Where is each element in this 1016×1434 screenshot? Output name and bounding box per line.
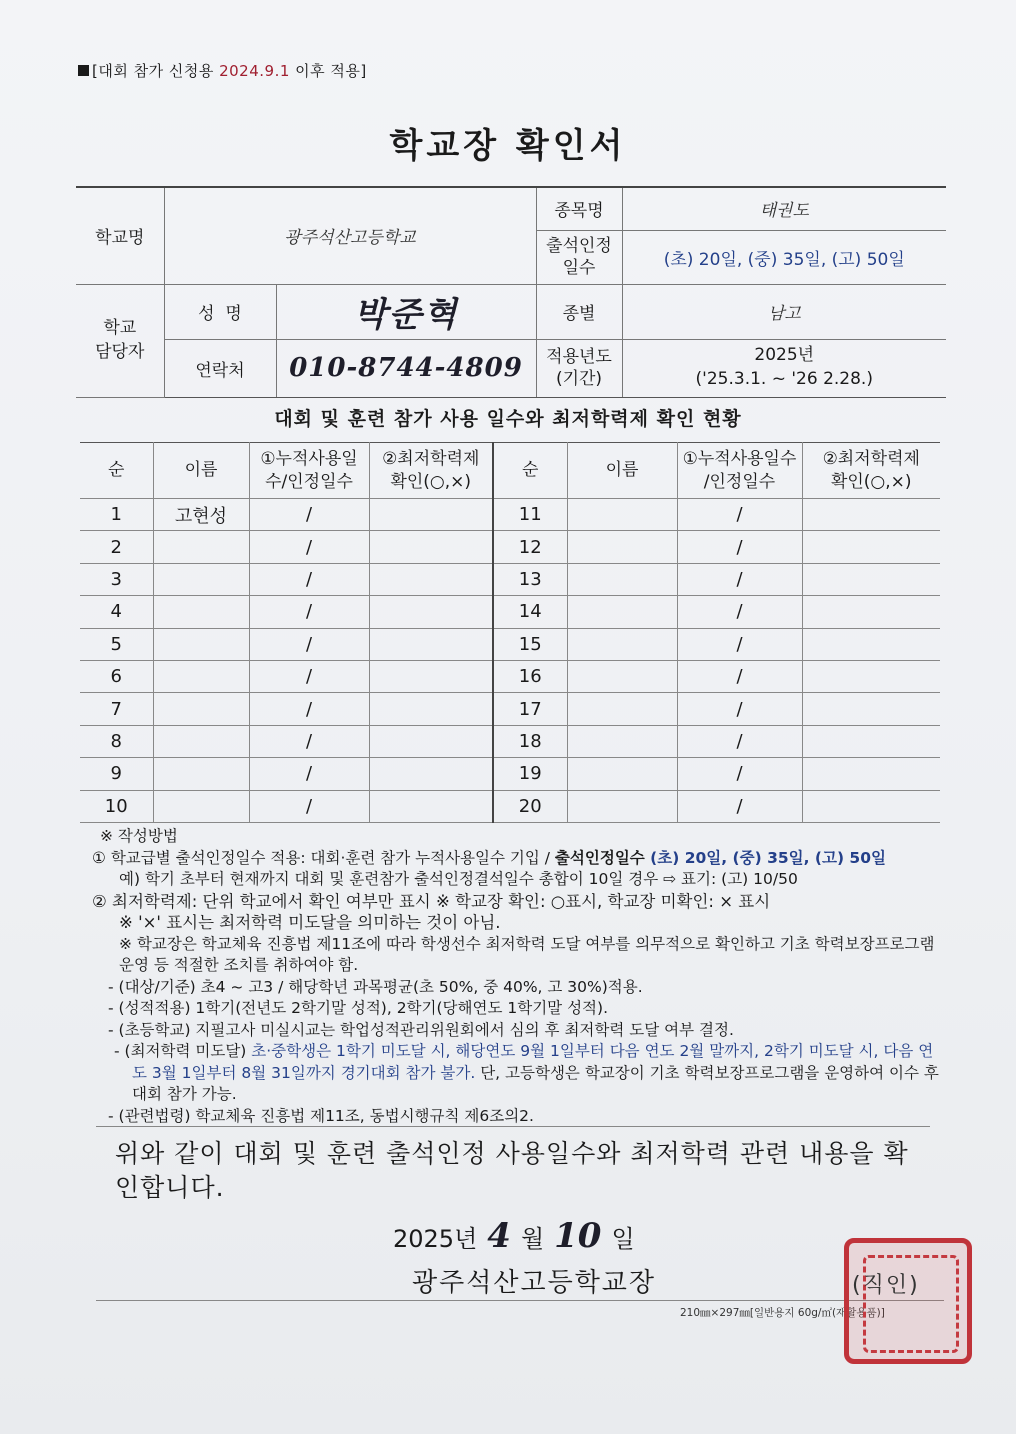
row-check-right [802, 628, 940, 660]
row-check-right [802, 660, 940, 692]
note-2-law: ※ 학교장은 학교체육 진흥법 제11조에 따라 학생선수 최저학력 도달 여부를 의무적으로 확인하고 기초 학력보장프로그램 운영 등 적절한 조치를 취하여야 함. [119, 934, 935, 974]
row-name-right [567, 596, 677, 628]
roster-title: 대회 및 훈련 참가 사용 일수와 최저학력제 확인 현황 [274, 408, 742, 430]
period-value: ('25.3.1. ~ '26 2.28.) [695, 369, 873, 389]
row-check [369, 693, 493, 725]
row-check-right [802, 499, 940, 531]
contact-value: 010-8744-4809 [276, 339, 536, 397]
detail-2: - (성적적용) 1학기(전년도 2학기말 성적), 2학기(당해연도 1학기말 성적). [108, 999, 608, 1017]
row-name-right [567, 725, 677, 757]
row-days: / [249, 660, 369, 692]
row-no: 9 [80, 758, 153, 790]
row-check [369, 563, 493, 595]
attendance-label: 출석인정 일수 [536, 230, 622, 284]
school-value: 광주석산고등학교 [164, 187, 536, 284]
row-days: / [249, 758, 369, 790]
attendance-value: (초) 20일, (중) 35일, (고) 50일 [622, 230, 946, 284]
paper-spec: 210㎜×297㎜[일반용지 60g/㎡(재활용품)] [680, 1307, 885, 1319]
table-row [80, 563, 940, 595]
row-name-right [567, 499, 677, 531]
row-days-right: / [677, 693, 802, 725]
row-name [153, 790, 249, 822]
table-row [80, 596, 940, 628]
official-seal-stamp [844, 1238, 972, 1364]
row-name [153, 725, 249, 757]
row-check-right [802, 758, 940, 790]
col-header-days-right: ①누적사용일수 /인정일수 [677, 443, 802, 499]
row-name [153, 693, 249, 725]
effective-date: 2024.9.1 [219, 62, 290, 80]
row-check [369, 628, 493, 660]
row-days: / [249, 499, 369, 531]
row-no-right: 11 [493, 499, 567, 531]
seal-label: (직인) [852, 1273, 920, 1298]
row-days-right: / [677, 499, 802, 531]
divider [96, 1126, 930, 1127]
info-table [76, 186, 946, 398]
writing-instructions [92, 826, 942, 1127]
row-no-right: 13 [493, 563, 567, 595]
square-bullet-icon [78, 65, 89, 76]
row-days: / [249, 693, 369, 725]
row-name-right [567, 628, 677, 660]
year-label: 적용년도 (기간) [536, 339, 622, 397]
row-name-right [567, 790, 677, 822]
row-check-right [802, 693, 940, 725]
row-no: 2 [80, 531, 153, 563]
row-no-right: 19 [493, 758, 567, 790]
col-header-check-right: ②최저학력제 확인(○,×) [802, 443, 940, 499]
row-name [153, 628, 249, 660]
row-no-right: 17 [493, 693, 567, 725]
row-no-right: 15 [493, 628, 567, 660]
col-header-name: 이름 [153, 443, 249, 499]
row-days-right: / [677, 725, 802, 757]
day-value: 10 [554, 1216, 602, 1256]
row-days-right: / [677, 790, 802, 822]
row-no-right: 14 [493, 596, 567, 628]
row-days: / [249, 563, 369, 595]
row-check-right [802, 725, 940, 757]
detail-5: - (관련법령) 학교체육 진흥법 제11조, 동법시행규칙 제6조의2. [108, 1106, 534, 1125]
contact-label: 연락처 [164, 339, 276, 397]
row-name [153, 660, 249, 692]
year-cell [622, 339, 946, 397]
table-row [80, 660, 940, 692]
bottom-rule [96, 1300, 944, 1301]
row-name-right [567, 693, 677, 725]
detail-1: - (대상/기준) 초4 ~ 고3 / 해당학년 과목평균(초 50%, 중 40%, 고 30%)적용. [108, 977, 643, 996]
note-2: ② 최저학력제: 단위 학교에서 확인 여부만 표시 ※ 학교장 확인: ○표시, 학교장 미확인: × 표시 [92, 891, 771, 911]
row-days-right: / [677, 531, 802, 563]
row-days: / [249, 596, 369, 628]
category-value: 남고 [622, 284, 946, 339]
col-header-name-right: 이름 [567, 443, 677, 499]
row-days-right: / [677, 660, 802, 692]
roster-body [80, 499, 940, 823]
row-no-right: 16 [493, 660, 567, 692]
sport-label: 종목명 [536, 187, 622, 230]
confirmation-statement: 위와 같이 대회 및 훈련 출석인정 사용일수와 최저학력 관련 내용을 확인합니다. [115, 1139, 909, 1202]
row-check-right [802, 563, 940, 595]
col-header-check: ②최저학력제 확인(○,×) [369, 443, 493, 499]
row-check [369, 596, 493, 628]
row-days: / [249, 628, 369, 660]
col-header-days: ①누적사용일 수/인정일수 [249, 443, 369, 499]
row-name-right [567, 660, 677, 692]
roster-table [80, 442, 940, 823]
table-row [80, 693, 940, 725]
col-header-no: 순 [80, 443, 153, 499]
row-days-right: / [677, 563, 802, 595]
table-row [80, 790, 940, 822]
year-value: 2025년 [754, 345, 815, 366]
row-name [153, 563, 249, 595]
row-no: 6 [80, 660, 153, 692]
note-2-x: ※ '×' 표시는 최저학력 미도달을 의미하는 것이 아님. [119, 913, 501, 932]
category-label: 종별 [536, 284, 622, 339]
col-header-no-right: 순 [493, 443, 567, 499]
row-check-right [802, 790, 940, 822]
row-no-right: 12 [493, 531, 567, 563]
row-check-right [802, 531, 940, 563]
document-title: 학교장 확인서 [389, 126, 627, 166]
detail-3: - (초등학교) 지필고사 미실시교는 학업성적관리위원회에서 심의 후 최저학력 도달 여부 결정. [108, 1020, 734, 1039]
table-row [80, 725, 940, 757]
table-row [80, 499, 940, 531]
form-header-note: [대회 참가 신청용 2024.9.1 이후 적용] [78, 60, 367, 81]
row-no: 4 [80, 596, 153, 628]
row-name [153, 758, 249, 790]
row-no: 3 [80, 563, 153, 595]
row-check [369, 531, 493, 563]
row-check [369, 660, 493, 692]
detail-4: - (최저학력 미도달) 초·중학생은 1학기 미도달 시, 해당연도 9월 1일부터 다음 연도 2월 말까지, 2학기 미도달 시, 다음 연도 3월 1일부터 8월 31일까지 경기대회 참가 불가. 단, 고등학생은 학교장이 기초 학력보장프로그램을 운영하여 이수 후 대회 참가 가능. [114, 1042, 939, 1103]
table-row [80, 628, 940, 660]
row-days: / [249, 725, 369, 757]
sport-value: 태권도 [622, 187, 946, 230]
month-value: 4 [487, 1216, 511, 1256]
row-no: 1 [80, 499, 153, 531]
row-name-right [567, 563, 677, 595]
row-check [369, 725, 493, 757]
name-value: 박준혁 [276, 284, 536, 339]
row-days: / [249, 790, 369, 822]
row-check [369, 790, 493, 822]
row-days-right: / [677, 596, 802, 628]
row-name [153, 596, 249, 628]
notes-heading: ※ 작성방법 [100, 827, 178, 845]
row-check [369, 758, 493, 790]
row-no-right: 20 [493, 790, 567, 822]
name-label: 성 명 [164, 284, 276, 339]
row-name-right [567, 531, 677, 563]
issue-date: 2025년 4 월 10 일 [393, 1216, 635, 1256]
row-name: 고현성 [153, 499, 249, 531]
row-no-right: 18 [493, 725, 567, 757]
row-no: 10 [80, 790, 153, 822]
row-name-right [567, 758, 677, 790]
manager-label: 학교 담당자 [76, 284, 164, 397]
table-row [80, 531, 940, 563]
row-name [153, 531, 249, 563]
row-days-right: / [677, 758, 802, 790]
row-days: / [249, 531, 369, 563]
school-label: 학교명 [76, 187, 164, 284]
table-row [80, 758, 940, 790]
row-no: 5 [80, 628, 153, 660]
note-1-example: 예) 학기 초부터 현재까지 대회 및 훈련참가 출석인정결석일수 총합이 10일 경우 ⇨ 표기: (고) 10/50 [119, 870, 798, 888]
row-days-right: / [677, 628, 802, 660]
note-1: ① 학교급별 출석인정일수 적용: 대회·훈련 참가 누적사용일수 기입 / 출석인정일수 (초) 20일, (중) 35일, (고) 50일 [92, 848, 886, 867]
principal-title: 광주석산고등학교장 [412, 1268, 657, 1298]
row-check-right [802, 596, 940, 628]
row-check [369, 499, 493, 531]
row-no: 7 [80, 693, 153, 725]
row-no: 8 [80, 725, 153, 757]
